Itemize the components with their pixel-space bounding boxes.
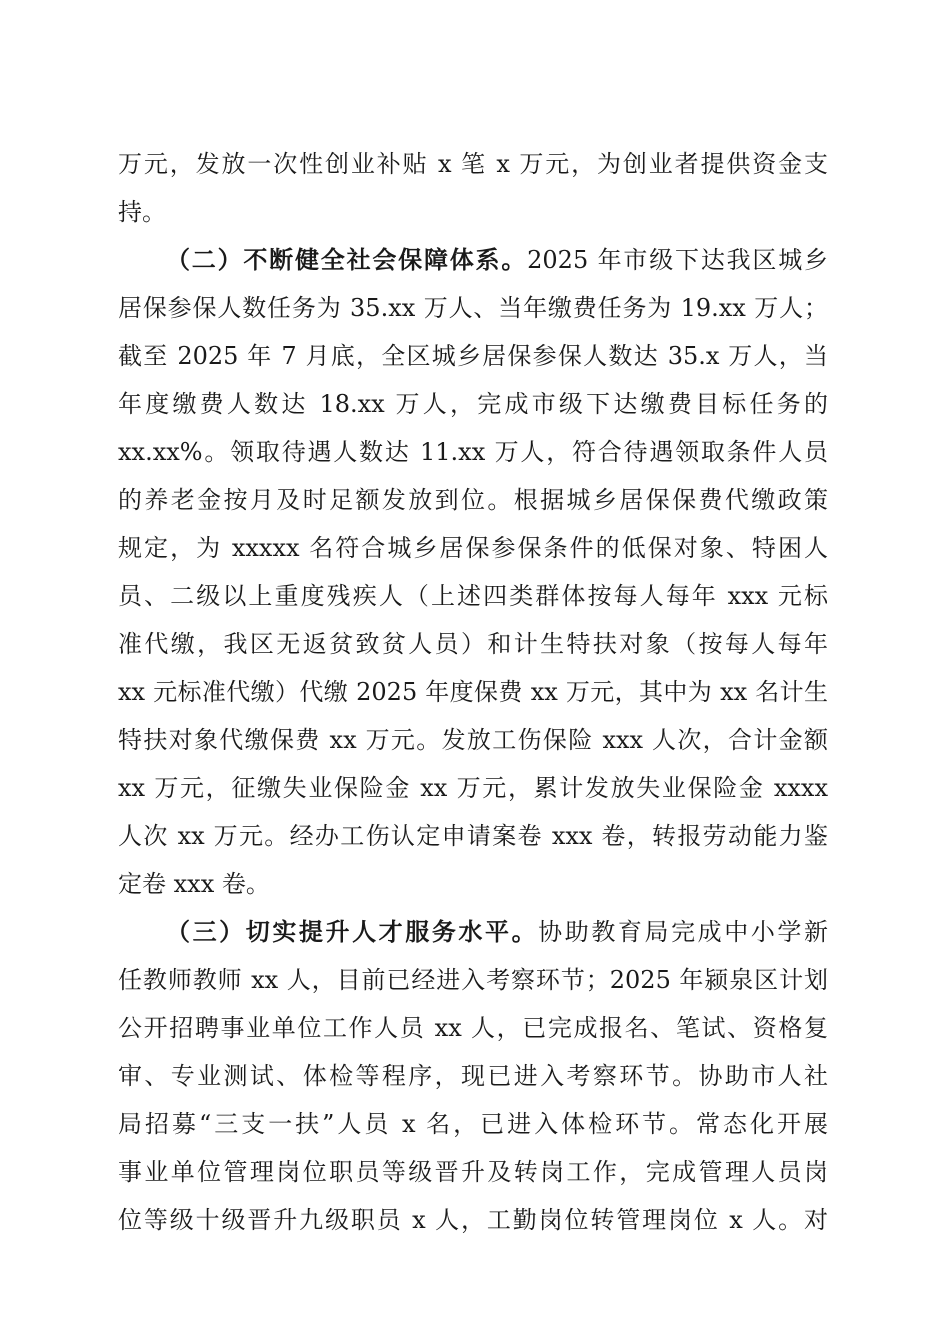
section-2-first-line [166, 240, 828, 280]
text-line: xx 元标准代缴）代缴 2025 年度保费 xx 万元，其中为 xx 名计生 [118, 678, 828, 706]
text-line: xx.xx%。领取待遇人数达 11.xx 万人，符合待遇领取条件人员 [118, 438, 828, 466]
text-line: 规定，为 xxxxx 名符合城乡居保参保条件的低保对象、特困人 [118, 534, 828, 562]
text-line: 人次 xx 万元。经办工伤认定申请案卷 xxx 卷，转报劳动能力鉴 [118, 822, 828, 850]
text-line: 截至 2025 年 7 月底，全区城乡居保参保人数达 35.x 万人，当 [118, 342, 828, 370]
text-line: 位等级十级晋升九级职员 x 人，工勤岗位转管理岗位 x 人。对 [118, 1206, 828, 1234]
text-line: 2025 年市级下达我区城乡 [527, 246, 829, 274]
text-line: 公开招聘事业单位工作人员 xx 人，已完成报名、笔试、资格复 [118, 1014, 828, 1042]
text-line: 的养老金按月及时足额发放到位。根据城乡居保保费代缴政策 [118, 486, 828, 514]
text-line: 定卷 xxx 卷。 [118, 870, 270, 898]
text-line: 万元，发放一次性创业补贴 x 笔 x 万元，为创业者提供资金支 [118, 150, 828, 178]
text-line: 持。 [118, 198, 166, 226]
section-heading-3: （三）切实提升人才服务水平。 [166, 918, 539, 946]
text-line: 特扶对象代缴保费 xx 万元。发放工伤保险 xxx 人次，合计金额 [118, 726, 828, 754]
text-line: 任教师教师 xx 人，目前已经进入考察环节；2025 年颍泉区计划 [118, 966, 828, 994]
text-line: 居保参保人数任务为 35.xx 万人、当年缴费任务为 19.xx 万人； [118, 294, 828, 322]
text-line: 局招募“三支一扶”人员 x 名，已进入体检环节。常态化开展 [118, 1110, 828, 1138]
text-line: 准代缴，我区无返贫致贫人员）和计生特扶对象（按每人每年 [118, 630, 828, 658]
text-line: 员、二级以上重度残疾人（上述四类群体按每人每年 xxx 元标 [118, 582, 828, 610]
text-line: xx 万元，征缴失业保险金 xx 万元，累计发放失业保险金 xxxx [118, 774, 828, 802]
text-line: 协助教育局完成中小学新 [538, 918, 829, 946]
text-line: 年度缴费人数达 18.xx 万人，完成市级下达缴费目标任务的 [118, 390, 828, 418]
section-3-first-line [166, 912, 828, 952]
text-line: 事业单位管理岗位职员等级晋升及转岗工作，完成管理人员岗 [118, 1158, 828, 1186]
section-heading-2: （二）不断健全社会保障体系。 [166, 246, 528, 274]
text-line: 审、专业测试、体检等程序，现已进入考察环节。协助市人社 [118, 1062, 828, 1090]
